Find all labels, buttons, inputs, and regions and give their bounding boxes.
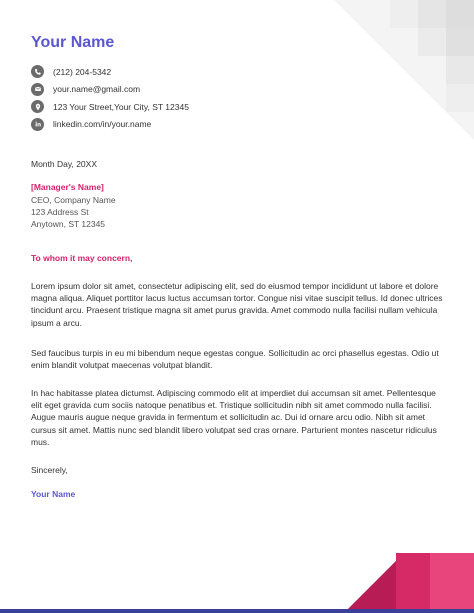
recipient-name: [Manager's Name] — [31, 182, 104, 192]
body-paragraph: Lorem ipsum dolor sit amet, consectetur adipiscing elit, sed do eiusmod tempor incididunt ut labore et dolore magna aliqua. Aliquet porttitor lacus luctus accumsan tortor. Congue nisi vitae suscipit tellus. Id donec ultrices tincidunt arcu. Praesent tristique magna sit amet purus gravida. Amet commodo nulla facilisi nullam vehicula ipsum a arcu. — [31, 281, 443, 328]
contact-address-text: 123 Your Street,Your City, ST 12345 — [53, 101, 189, 112]
body-paragraph: In hac habitasse platea dictumst. Adipiscing commodo elit at imperdiet dui accumsan sit amet. Pellentesque elit eget gravida cum sociis natoque penatibus et. Tristique sollicitudin nibh sit amet commodo nulla facilisi. Augue mauris augue neque gravida in fermentum et sollicitudin ac. Dui id ornare arcu odio. Nibh sit amet cursus sit amet. Mattis nunc sed blandit libero volutpat sed cras ornare. Parturient montes nascetur ridiculus mus. — [31, 388, 437, 447]
contact-phone-text: (212) 204-5342 — [53, 66, 112, 77]
recipient-address — [31, 194, 116, 231]
phone-icon — [31, 65, 44, 78]
signature-name: Your Name — [31, 489, 76, 499]
top-right-decoration — [334, 0, 474, 140]
letter-greeting: To whom it may concern, — [31, 253, 133, 263]
contact-phone — [31, 63, 189, 81]
body-paragraph: Sed faucibus turpis in eu mi bibendum neque egestas congue. Sollicitudin ac orci phasellus egestas. Odio ut enim blandit volutpat maecenas volutpat blandit. — [31, 348, 439, 371]
location-icon — [31, 100, 44, 113]
recipient-line: CEO, Company Name — [31, 195, 116, 205]
bottom-right-decoration — [344, 553, 474, 613]
contact-linkedin-text: linkedin.com/in/your.name — [53, 119, 152, 130]
contact-email-text: your.name@gmail.com — [53, 84, 141, 95]
recipient-line: 123 Address St — [31, 207, 89, 218]
recipient-line: Anytown, ST 12345 — [31, 219, 106, 230]
letter-closing: Sincerely, — [31, 465, 68, 475]
contact-email — [31, 81, 189, 99]
email-icon — [31, 83, 44, 96]
linkedin-icon — [31, 118, 44, 131]
contact-address — [31, 98, 189, 116]
bottom-bar — [0, 609, 474, 613]
contact-list — [31, 63, 189, 133]
letter-date: Month Day, 20XX — [31, 159, 97, 169]
contact-linkedin — [31, 116, 189, 134]
applicant-name: Your Name — [31, 34, 115, 51]
